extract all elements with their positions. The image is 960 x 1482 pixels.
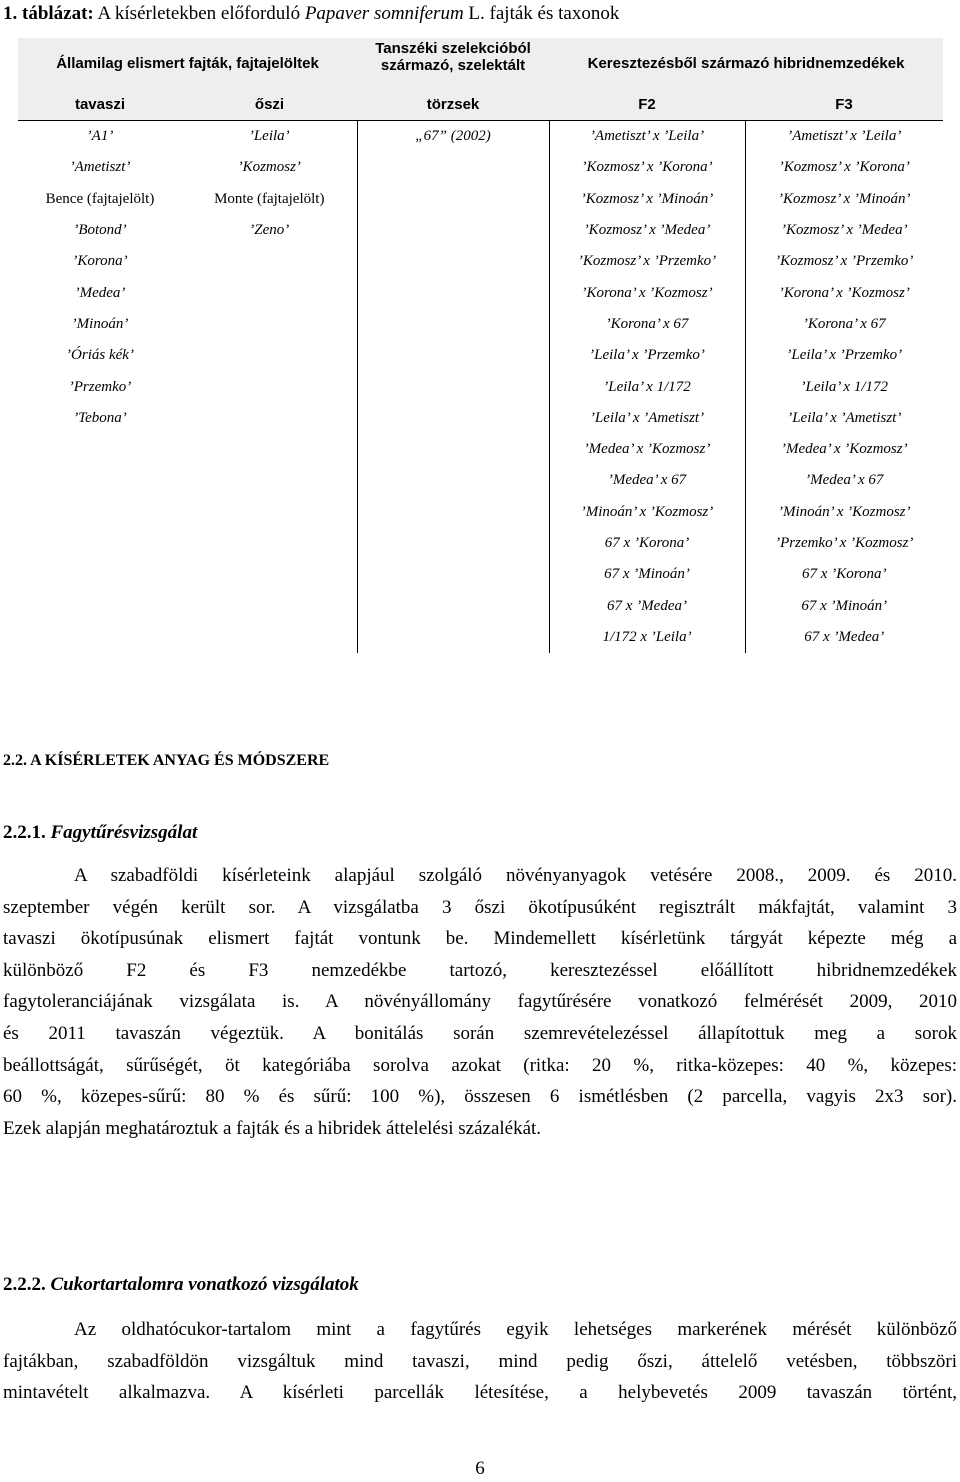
table-cell xyxy=(357,215,549,246)
table-cell: ’Leila’ x 1/172 xyxy=(745,371,943,402)
table-cell: ’Leila’ x ’Przemko’ xyxy=(549,340,745,371)
table-cell xyxy=(182,340,357,371)
table-cell: 67 x ’Korona’ xyxy=(549,528,745,559)
table-cell: ’Korona’ x ’Kozmosz’ xyxy=(745,277,943,308)
table-cell: ’Kozmosz’ x ’Medea’ xyxy=(745,215,943,246)
section-heading-materials-methods: 2.2. A KÍSÉRLETEK ANYAG ÉS MÓDSZERE xyxy=(3,752,330,769)
paragraph-sugar-content xyxy=(3,1314,957,1409)
caption-text-before: A kísérletekben előforduló xyxy=(93,3,305,24)
table-row xyxy=(18,277,943,308)
table-cell xyxy=(357,497,549,528)
table-cell: ’Leila’ x ’Ametiszt’ xyxy=(549,403,745,434)
section-1-title: Fagytűrésvizsgálat xyxy=(50,822,198,843)
table-cell: ’Kozmosz’ x ’Minoán’ xyxy=(549,184,745,215)
table-cell: ’Ametiszt’ x ’Leila’ xyxy=(745,121,943,153)
table-cell: ’Minoán’ x ’Kozmosz’ xyxy=(745,497,943,528)
paragraph-line: 60 %, közepes-sűrű: 80 % és sűrű: 100 %), összesen 6 ismétlésben (2 parcella, vagyis 2x3 sor). xyxy=(3,1086,957,1108)
paragraph-line: mintavételt alkalmazva. A kísérleti parcellák létesítése, a helybevetés 2009 tavaszán történt, xyxy=(3,1382,957,1404)
table-cell xyxy=(18,434,182,465)
table-cell: 67 x ’Medea’ xyxy=(745,622,943,653)
table-cell: ’Minoán’ x ’Kozmosz’ xyxy=(549,497,745,528)
table-cell: ’Ametiszt’ x ’Leila’ xyxy=(549,121,745,153)
header-f3: F3 xyxy=(745,88,943,121)
table-cell: ’Medea’ x ’Kozmosz’ xyxy=(549,434,745,465)
table-cell: 67 x ’Minoán’ xyxy=(549,559,745,590)
table-cell xyxy=(357,465,549,496)
table-cell: ’Kozmosz’ x ’Przemko’ xyxy=(745,246,943,277)
table-cell: ’Leila’ x ’Przemko’ xyxy=(745,340,943,371)
paragraph-line: fagytoleranciájának vizsgálata is. A növényállomány fagytűrésére vonatkozó felmérését 2009, 2010 xyxy=(3,991,957,1013)
table-cell: ’Kozmosz’ x ’Minoán’ xyxy=(745,184,943,215)
table-cell xyxy=(182,497,357,528)
table-cell: ’Kozmosz’ x ’Przemko’ xyxy=(549,246,745,277)
table-row xyxy=(18,215,943,246)
table-row xyxy=(18,434,943,465)
table-cell: 1/172 x ’Leila’ xyxy=(549,622,745,653)
table-cell xyxy=(357,528,549,559)
header-selected-line2: származó, szelektált xyxy=(380,57,526,74)
table-cell xyxy=(357,590,549,621)
paragraph-line: beállottságát, sűrűségét, öt kategóriába sorolva azokat (ritka: 20 %, ritka-közepes: 40 %, közepes: xyxy=(3,1054,957,1076)
caption-text-after: L. fajták és taxonok xyxy=(463,3,620,24)
table-cell: ’Medea’ xyxy=(74,284,126,301)
table-cell: ’Leila’ x ’Ametiszt’ xyxy=(745,403,943,434)
header-hybrid-generations: Keresztezésből származó hibridnemzedékek xyxy=(549,38,943,88)
header-autumn: őszi xyxy=(182,88,357,121)
taxa-table xyxy=(18,38,943,653)
table-cell: ’Ametiszt’ xyxy=(69,159,131,176)
table-cell xyxy=(182,559,357,590)
table-cell: ’Medea’ x 67 xyxy=(745,465,943,496)
table-cell xyxy=(182,277,357,308)
table-row xyxy=(18,622,943,653)
paragraph-line: különböző F2 és F3 nemzedékbe tartozó, keresztezéssel előállított hibridnemzedékek xyxy=(3,959,957,981)
table-cell xyxy=(357,184,549,215)
paragraph-line: fajtákban, szabadföldön vizsgáltuk mind tavaszi, mind pedig őszi, áttelelő vetésben, többszöri xyxy=(3,1350,957,1372)
table-cell xyxy=(18,497,182,528)
table-row xyxy=(18,184,943,215)
table-cell xyxy=(18,590,182,621)
table-cell xyxy=(357,559,549,590)
paragraph-line: A szabadföldi kísérleteink alapjául szolgáló növényanyagok vetésére 2008., 2009. és 2010. xyxy=(74,865,957,886)
table-row xyxy=(18,528,943,559)
table-cell: ’Leila’ xyxy=(182,121,357,153)
table-row xyxy=(18,152,943,183)
table-cell: ’Leila’ x 1/172 xyxy=(549,371,745,402)
table-cell xyxy=(357,434,549,465)
table-cell xyxy=(357,622,549,653)
header-f2: F2 xyxy=(549,88,745,121)
section-2-number: 2.2.2. xyxy=(3,1274,51,1295)
table-row xyxy=(18,497,943,528)
table-cell xyxy=(357,152,549,183)
table-cell xyxy=(18,622,182,653)
caption-label: 1. táblázat: xyxy=(3,3,94,24)
section-2-title: Cukortartalomra vonatkozó vizsgálatok xyxy=(50,1274,359,1295)
table-cell xyxy=(182,465,357,496)
table-row xyxy=(18,309,943,340)
table-cell: ’Kozmosz’ x ’Korona’ xyxy=(745,152,943,183)
table-cell: ’Korona’ xyxy=(72,253,128,270)
table-row xyxy=(18,465,943,496)
section-heading-frost-tolerance xyxy=(3,822,197,844)
table-cell: ’Botond’ xyxy=(73,222,127,239)
header-spring: tavaszi xyxy=(18,88,182,121)
table-cell: ’Korona’ x ’Kozmosz’ xyxy=(549,277,745,308)
table-row xyxy=(18,559,943,590)
table-cell: ’Przemko’ xyxy=(68,378,132,395)
table-cell: 67 x ’Minoán’ xyxy=(745,590,943,621)
table-cell: ’Tebona’ xyxy=(73,409,127,426)
header-selected-line3: törzsek xyxy=(357,88,549,121)
table-cell: Monte (fajtajelölt) xyxy=(214,190,325,207)
table-cell xyxy=(357,309,549,340)
table-cell xyxy=(182,309,357,340)
table-cell xyxy=(357,277,549,308)
table-cell xyxy=(357,403,549,434)
table-cell: ’Korona’ x 67 xyxy=(549,309,745,340)
table-caption xyxy=(3,2,619,26)
table-cell xyxy=(182,246,357,277)
table-cell: ’Kozmosz’ xyxy=(237,159,301,176)
table-row xyxy=(18,340,943,371)
section-heading-sugar-content xyxy=(3,1274,359,1296)
table-row xyxy=(18,371,943,402)
caption-species: Papaver somniferum xyxy=(304,3,464,24)
table-cell: ’A1’ xyxy=(18,121,182,153)
table-cell xyxy=(182,371,357,402)
page-number: 6 xyxy=(475,1458,485,1479)
paragraph-line: Az oldhatócukor-tartalom mint a fagytűrés egyik lehetséges markerének mérését különböző xyxy=(74,1319,957,1340)
section-1-number: 2.2.1. xyxy=(3,822,51,843)
table-cell xyxy=(182,434,357,465)
paragraph-line: Ezek alapján meghatároztuk a fajták és a hibridek áttelelési százalékát. xyxy=(3,1117,542,1139)
header-recognized-varieties: Államilag elismert fajták, fajtajelöltek xyxy=(18,38,357,88)
paragraph-frost-tolerance xyxy=(3,860,957,1144)
table-cell xyxy=(182,590,357,621)
table-cell: 67 x ’Korona’ xyxy=(745,559,943,590)
header-selected-lines xyxy=(357,38,549,88)
table-cell: 67 x ’Medea’ xyxy=(549,590,745,621)
paragraph-line: tavaszi ökotípusúnak elismert fajtát vontunk be. Mindemellett kísérletünk tárgyát képezte még a xyxy=(3,928,957,950)
table-row xyxy=(18,246,943,277)
table-cell: ’Óriás kék’ xyxy=(66,347,134,364)
table-cell: ’Minoán’ xyxy=(71,315,129,332)
table-row xyxy=(18,403,943,434)
table-cell: ’Kozmosz’ x ’Medea’ xyxy=(549,215,745,246)
table-row xyxy=(18,590,943,621)
table-cell: ’Przemko’ x ’Kozmosz’ xyxy=(745,528,943,559)
table-cell: „67” (2002) xyxy=(357,121,549,153)
header-selected-line1: Tanszéki szelekcióból xyxy=(375,40,531,57)
table-cell xyxy=(182,403,357,434)
table-cell: ’Zeno’ xyxy=(249,222,290,239)
paragraph-line: és 2011 tavaszán végeztük. A bonitálás során szemrevételezéssel állapítottuk meg a sorok xyxy=(3,1022,957,1044)
table-cell xyxy=(357,371,549,402)
table-cell: ’Medea’ x 67 xyxy=(549,465,745,496)
table-cell xyxy=(357,340,549,371)
table-cell: ’Kozmosz’ x ’Korona’ xyxy=(549,152,745,183)
table-cell xyxy=(357,246,549,277)
table-cell xyxy=(182,528,357,559)
paragraph-line: szeptember végén került sor. A vizsgálatba 3 őszi ökotípusúként regisztrált mákfajtát, valamint 3 xyxy=(3,896,957,918)
table-cell xyxy=(18,528,182,559)
table-cell: ’Medea’ x ’Kozmosz’ xyxy=(745,434,943,465)
table-cell xyxy=(18,559,182,590)
table-row xyxy=(18,121,943,153)
table-cell xyxy=(18,465,182,496)
table-cell xyxy=(182,622,357,653)
table-cell: Bence (fajtajelölt) xyxy=(45,190,155,207)
table-cell: ’Korona’ x 67 xyxy=(745,309,943,340)
